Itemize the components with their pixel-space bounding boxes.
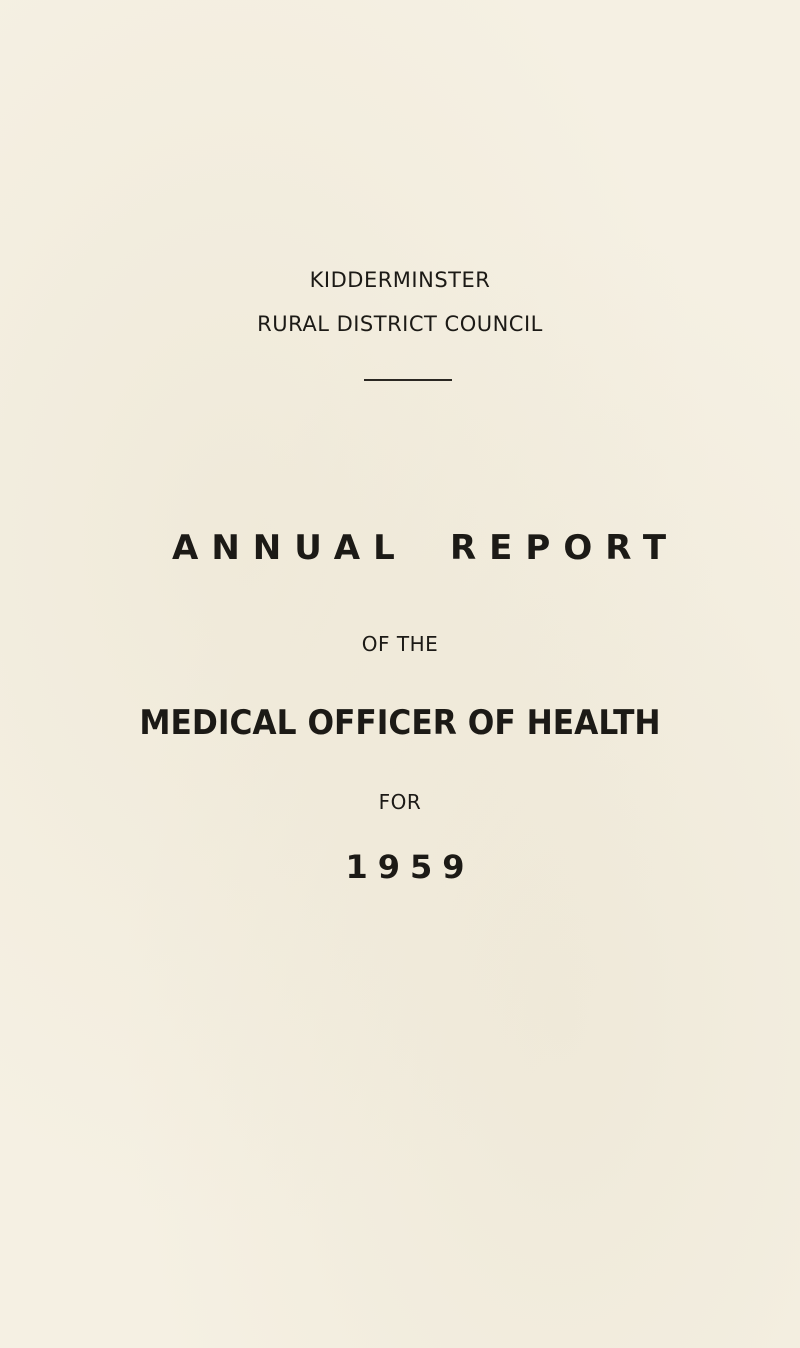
council-name-line1: KIDDERMINSTER <box>309 268 491 292</box>
report-title <box>0 528 800 568</box>
officer-title: MEDICAL OFFICER OF HEALTH <box>139 703 661 743</box>
report-title-word2: REPORT <box>450 528 680 568</box>
divider-rule <box>364 379 452 381</box>
report-year: 1959 <box>345 848 475 886</box>
of-the-text: OF THE <box>361 632 439 656</box>
for-text: FOR <box>378 790 422 814</box>
report-title-word1: ANNUAL <box>172 528 408 568</box>
council-name-line2: RURAL DISTRICT COUNCIL <box>257 312 543 336</box>
